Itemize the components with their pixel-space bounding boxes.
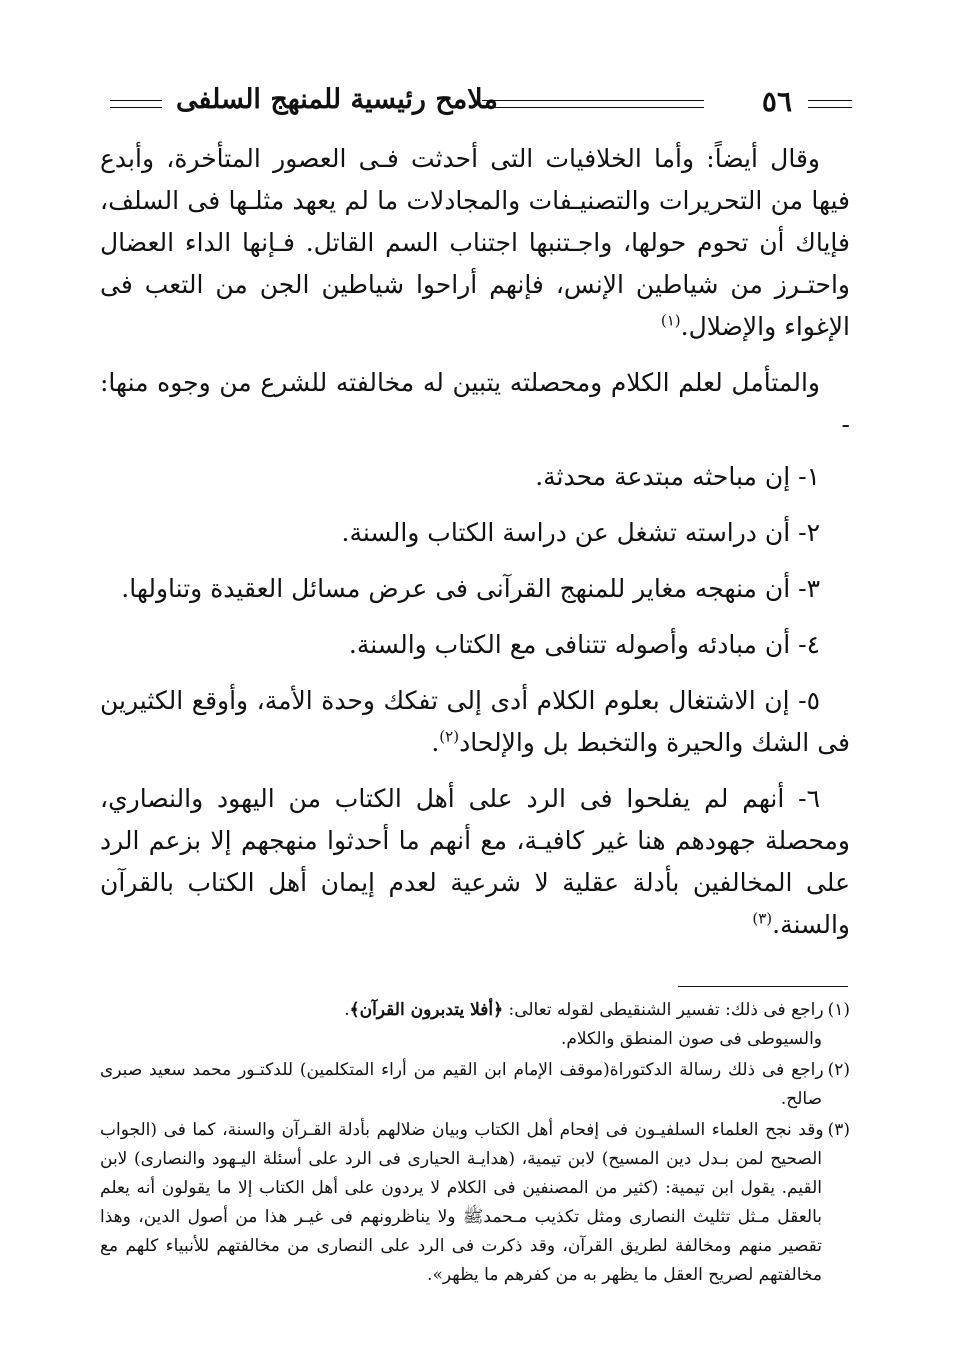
header-rule-left [110, 100, 162, 108]
footnotes [100, 996, 850, 1292]
quote-text: وقال أيضاً: وأما الخلافيات التى أحدثت فـى العصور المتأخرة، وأبدع فيها من التحريرات والتصنيـفات والمجادلات ما لم يعهد مثلـها فى السلف، فإياك أن تحوم حولها، واجـتنبها اجتناب السم القاتل. فـإنها الداء العضال واحتـرز من شياطين الإنس، فإنهم أراحوا شياطين الجن من التعب فى الإغواء والإضلال. [100, 144, 850, 341]
footnote-end: . [344, 1000, 350, 1020]
footnote-separator [678, 986, 848, 987]
item6-text: ٦- أنهم لم يفلحوا فى الرد على أهل الكتاب من اليهود والنصاري، ومحصلة جهودهم هنا غير كافيـة، مع أنهم ما أحدثوا منهجهم إلا بزعم الرد على المخالفين بأدلة عقلية لا شرعية لعدم إيمان أهل الكتاب بالقرآن والسنة. [100, 784, 850, 939]
footnote-3 [100, 1116, 850, 1290]
item5-text: ٥- إن الاشتغال بعلوم الكلام أدى إلى تفكك وحدة الأمة، وأوقع الكثيرين فى الشك والحيرة والتخبط بل والإلحاد [100, 686, 850, 757]
footnote-1 [100, 996, 850, 1054]
footnote-text: راجع فى ذلك: تفسير الشنقيطى لقوله تعالى: [508, 1000, 824, 1020]
list-item-6 [100, 778, 850, 946]
list-item: ٢- أن دراسته تشغل عن دراسة الكتاب والسنة. [341, 518, 820, 547]
list-item: ٤- أن مبادئه وأصوله تتنافى مع الكتاب والسنة. [348, 630, 820, 659]
running-header [100, 84, 852, 124]
list-item-5 [100, 680, 850, 764]
item5-end: . [431, 728, 440, 757]
footnote-2 [100, 1056, 850, 1114]
footnote-ref-2: (٢) [439, 727, 460, 746]
page-number: ٥٦ [761, 85, 792, 118]
footnote-continuation: والسيوطى فى صون المنطق والكلام. [560, 1029, 822, 1049]
header-rule-middle [482, 100, 704, 108]
header-rule-right [808, 100, 852, 108]
list-item: ٣- أن منهجه مغاير للمنهج القرآنى فى عرض مسائل العقيدة وتناولها. [121, 574, 820, 603]
footnote-ref-1: (١) [660, 311, 681, 330]
running-title: ملامح رئيسية للمنهج السلفى [176, 84, 498, 115]
footnote-number: (٣) [827, 1120, 850, 1140]
footnote-text: راجع فى ذلك رسالة الدكتوراة(موقف الإمام ابن القيم من أراء المتكلمين) للدكتـور محمد سعيد صبرى صالح. [100, 1060, 824, 1109]
footnote-text: وقد نجح العلماء السلفيـون فى إفحام أهل الكتاب وبيان ضلالهم بأدلة القـرآن والسنة، كما فى (الجواب الصحيح لمن بـدل دين المسيح) لابن تيمية، (هدايـة الحيارى فى الرد على أسئلة اليـهود والنصارى) لابن القيم. يقول ابن تيمية: (كثير من المصنفين فى الكلام لا يردون على أهل الكتاب إلا ما يقولون أنه يعلم بالعقل مـثل تثليث النصارى ومثل تكذيب مـحمدﷺ ولا يناظرونهم فى غيـر هذا من أصول الدين، وهذا تقصير منهم ومخالفة لطريق القرآن، وقد ذكرت فى الرد على النصارى من مخالفتهم للأنبياء كلهم مع مخالفتهم لصريح العقل ما يظهر به من كفرهم ما يظهر». [100, 1120, 824, 1285]
footnote-number: (١) [827, 1000, 850, 1020]
footnote-number: (٢) [827, 1060, 850, 1080]
paragraph-quote [100, 138, 850, 348]
quran-verse: ﴿أفلا يتدبرون القرآن﴾ [349, 1000, 504, 1020]
list-item: ١- إن مباحثه مبتدعة محدثة. [535, 462, 820, 491]
footnote-ref-3: (٣) [752, 909, 773, 928]
main-text [100, 138, 850, 960]
paragraph-intro: والمتأمل لعلم الكلام ومحصلته يتبين له مخالفته للشرع من وجوه منها: - [100, 368, 850, 439]
